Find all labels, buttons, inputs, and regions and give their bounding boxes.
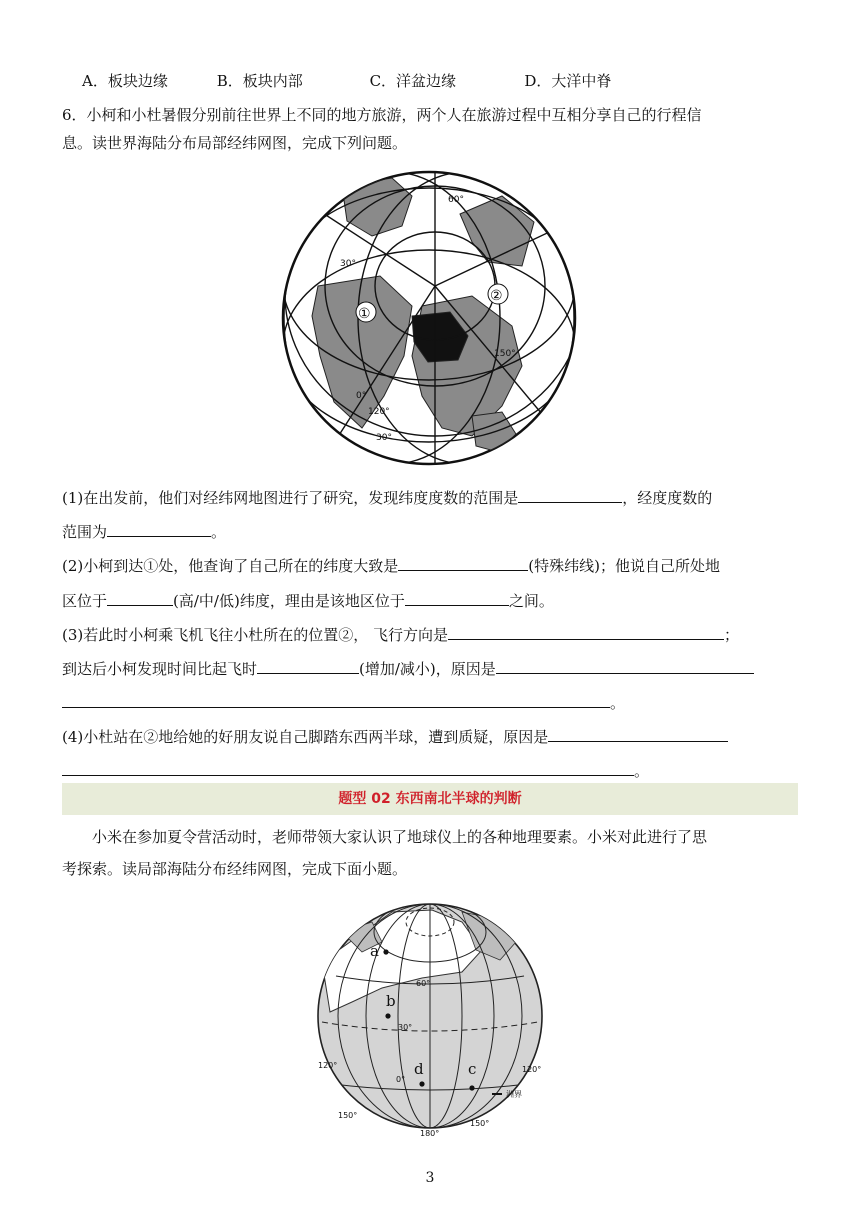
answer-blank[interactable] xyxy=(107,522,211,537)
map2-label-lat0: 0° xyxy=(396,1075,406,1084)
q6-part4-line2 xyxy=(62,760,649,781)
q6-part3-text: (3)若此时小柯乘飞机飞往小杜所在的位置②， 飞行方向是 xyxy=(62,626,449,644)
q6-part4-end: 。 xyxy=(634,762,650,780)
q6-stem-line1: 6．小柯和小杜暑假分别前往世界上不同的地方旅游，两个人在旅游过程中互相分享自己的行程信 xyxy=(62,106,702,124)
q6-part2-text-b: (特殊纬线)；他说自己所处地 xyxy=(528,557,720,575)
point-b xyxy=(385,1013,390,1018)
q6-part2-text: (2)小柯到达①处，他查询了自己所在的纬度大致是 xyxy=(62,557,399,575)
map2-label-d: d xyxy=(414,1060,424,1078)
map2-label-lon150w: 150° xyxy=(338,1111,358,1120)
q6-part3-text-d: (增加/减小)，原因是 xyxy=(359,660,496,678)
answer-blank[interactable] xyxy=(496,659,754,674)
q6-part1-text-b: ，经度度数的 xyxy=(622,489,713,507)
map2-label-a: a xyxy=(370,942,379,960)
q6-part1-text-c: 范围为 xyxy=(62,523,108,541)
q6-part2-text-e: 之间。 xyxy=(508,592,554,610)
answer-blank[interactable] xyxy=(398,556,528,571)
q6-part1-text: (1)在出发前，他们对经纬网地图进行了研究，发现纬度度数的范围是 xyxy=(62,489,519,507)
q6-part1-end: 。 xyxy=(211,523,227,541)
map2-label-lon180: 180° xyxy=(420,1129,440,1138)
answer-blank[interactable] xyxy=(107,591,173,606)
graticule-map-2 xyxy=(312,892,548,1142)
map1-label-120: 120° xyxy=(368,407,390,417)
map2-svg xyxy=(312,892,548,1142)
page-number: 3 xyxy=(425,1170,435,1186)
q6-part2-text-d: (高/中/低)纬度，理由是该地区位于 xyxy=(173,592,405,610)
q6-part4-line1 xyxy=(62,726,728,747)
map1-mark-2: ② xyxy=(490,288,503,304)
map2-label-lon150e: 150° xyxy=(470,1119,490,1128)
answer-blank[interactable] xyxy=(548,727,728,742)
q6-part2-line1 xyxy=(62,555,720,576)
point-d xyxy=(419,1081,424,1086)
map1-svg xyxy=(272,166,586,472)
q6-part4-text: (4)小杜站在②地给她的好朋友说自己脚踏东西两半球，遭到质疑，原因是 xyxy=(62,728,549,746)
section-intro-line1: 小米在参加夏令营活动时，老师带领大家认识了地球仪上的各种地理要素。小米对此进行了思 xyxy=(92,828,708,846)
point-a xyxy=(383,949,388,954)
q6-part2-line2 xyxy=(62,590,554,611)
answer-blank[interactable] xyxy=(62,693,610,708)
q6-part3-line1 xyxy=(62,624,739,645)
answer-blank[interactable] xyxy=(257,659,359,674)
map2-label-b: b xyxy=(386,992,396,1010)
q6-part1-line2 xyxy=(62,521,226,542)
map1-label-150: 150° xyxy=(494,349,516,359)
map1-label-30: 30° xyxy=(340,259,356,269)
map2-label-lat60: 60° xyxy=(416,979,431,988)
section-intro-line2: 考探索。读局部海陆分布经纬网图，完成下面小题。 xyxy=(62,860,408,878)
map1-label-60: 60° xyxy=(448,195,464,205)
answer-blank[interactable] xyxy=(405,591,509,606)
q5-options xyxy=(82,70,611,91)
option-c: C．洋盆边缘 xyxy=(369,72,457,90)
q6-part2-text-c: 区位于 xyxy=(62,592,108,610)
answer-blank[interactable] xyxy=(448,625,724,640)
option-b: B．板块内部 xyxy=(216,72,303,90)
map1-label-minus30: 30° xyxy=(376,433,392,443)
map2-label-lat30: 30° xyxy=(398,1023,413,1032)
option-a: A．板块边缘 xyxy=(82,72,168,90)
section-title: 题型 02 东西南北半球的判断 xyxy=(62,783,798,815)
q6-part3-end: 。 xyxy=(610,694,626,712)
map2-label-lon120e: 120° xyxy=(522,1065,542,1074)
graticule-map-1 xyxy=(272,166,586,472)
q6-part3-line3 xyxy=(62,692,625,713)
q6-part1-line1 xyxy=(62,487,712,508)
map2-legend: 洲界 xyxy=(506,1090,522,1099)
map2-label-c: c xyxy=(468,1060,477,1078)
point-c xyxy=(469,1085,474,1090)
option-d: D．大洋中脊 xyxy=(524,72,612,90)
map1-mark-1: ① xyxy=(358,306,371,322)
map1-label-0: 0° xyxy=(356,391,367,401)
q6-stem-line2: 息。读世界海陆分布局部经纬网图，完成下列问题。 xyxy=(62,134,408,152)
q6-part3-text-c: 到达后小柯发现时间比起飞时 xyxy=(62,660,258,678)
q6-part3-line2 xyxy=(62,658,754,679)
answer-blank[interactable] xyxy=(62,761,634,776)
answer-blank[interactable] xyxy=(518,488,622,503)
q6-part3-text-b: ； xyxy=(724,626,740,644)
map2-label-lon120w: 120° xyxy=(318,1061,338,1070)
